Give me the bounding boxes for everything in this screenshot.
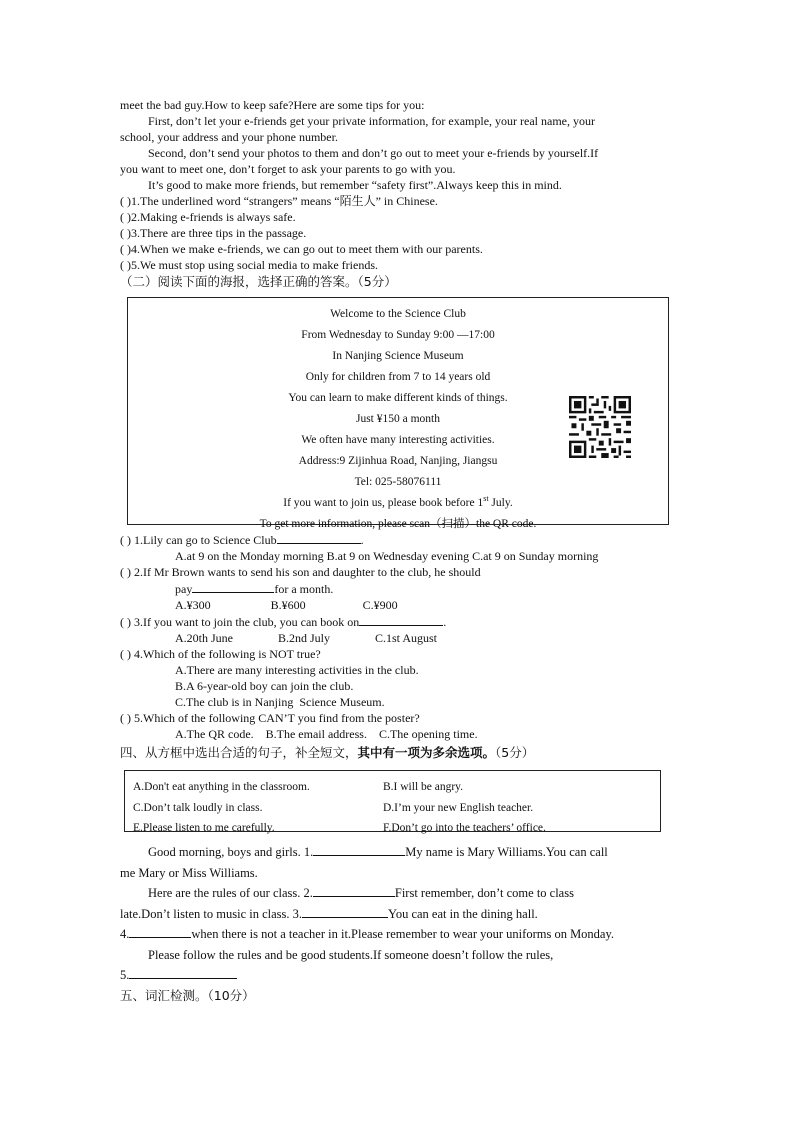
poster-booking-line	[128, 493, 668, 514]
cloze-text: late.Don’t listen to music in class. 3.	[120, 906, 303, 921]
section-5-heading: 五、词汇检测。（10分）	[120, 987, 255, 1003]
question-text: ( ) 3.If you want to join the club, you can book on	[120, 615, 360, 629]
cloze-blank-2	[313, 884, 395, 897]
cloze-text: when there is not a teacher in it.Please remember to wear your uniforms on Monday.	[191, 927, 615, 941]
booking-sup: st	[483, 494, 489, 504]
tf-question-2: ( )2.Making e-friends is always safe.	[120, 210, 296, 224]
poster-line: Only for children from 7 to 14 years old	[305, 371, 491, 383]
booking-text: If you want to join us, please book before 1	[283, 497, 484, 509]
question-4-option: A.There are many interesting activities in the club.	[175, 663, 419, 677]
option-e: E.Please listen to me carefully.	[133, 822, 275, 834]
question-end: .	[443, 615, 447, 629]
cloze-blank-3	[302, 905, 388, 918]
poster-question-3	[120, 613, 675, 630]
poster-line: In Nanjing Science Museum	[332, 350, 464, 362]
cloze-blank-4	[129, 925, 191, 938]
reading-passage	[120, 97, 675, 193]
cloze-line	[120, 883, 675, 904]
question-text: ( ) 1.Lily can go to Science Club	[120, 533, 277, 547]
question-end: .	[360, 533, 364, 547]
true-false-questions	[120, 193, 675, 273]
poster-line: Address:9 Zijinhua Road, Nanjing, Jiangsu	[298, 455, 498, 467]
cloze-text: Here are the rules of our class. 2.	[148, 886, 313, 900]
section-4-heading	[120, 745, 675, 761]
question-end: for a month.	[274, 582, 334, 596]
poster-line: From Wednesday to Sunday 9:00 —17:00	[301, 329, 495, 341]
poster-questions	[120, 531, 675, 742]
cloze-text: You can eat in the dining hall.	[388, 906, 538, 921]
tf-question-5: ( )5.We must stop using social media to make friends.	[120, 258, 378, 272]
cloze-text: My name is Mary Williams.You can call	[405, 845, 608, 859]
cloze-blank-5	[129, 966, 237, 979]
cloze-line: me Mary or Miss Williams.	[120, 865, 258, 880]
cloze-text: First remember, don’t come to class	[394, 886, 574, 900]
option-c: C.Don’t talk loudly in class.	[133, 801, 263, 814]
passage-line: It’s good to make more friends, but remember “safety first”.Always keep this in mind.	[148, 178, 562, 192]
section-2-heading: （二）阅读下面的海报，选择正确的答案。（5分）	[120, 274, 397, 289]
question-4-option: C.The club is in Nanjing Science Museum.	[175, 695, 385, 709]
question-3-options: A.20th June B.2nd July C.1st August	[175, 631, 438, 645]
heading-score: （5分）	[495, 745, 535, 760]
poster-line: To get more information, please scan（扫描）the QR code.	[259, 518, 537, 530]
heading-text: 四、从方框中选出合适的句子，补全短文，	[120, 745, 358, 760]
poster-line: We often have many interesting activities.	[301, 434, 495, 446]
qr-code-icon	[569, 396, 631, 458]
answer-blank	[359, 613, 443, 626]
poster-question-2: ( ) 2.If Mr Brown wants to send his son and daughter to the club, he should	[120, 565, 481, 579]
poster-line: Tel: 025-58076111	[354, 476, 442, 488]
question-text: pay	[175, 582, 193, 596]
passage-line: First, don’t let your e-friends get your private information, for example, your real name, your	[148, 114, 595, 128]
tf-question-1: ( )1.The underlined word “strangers” means “陌生人” in Chinese.	[120, 194, 438, 208]
cloze-line	[120, 842, 675, 863]
cloze-text: Good morning, boys and girls. 1.	[148, 845, 314, 859]
question-5-options: A.The QR code. B.The email address. C.The opening time.	[175, 727, 478, 741]
poster-question-4: ( ) 4.Which of the following is NOT true?	[120, 647, 321, 661]
cloze-line	[120, 904, 675, 925]
poster-line: Just ¥150 a month	[355, 413, 440, 425]
cloze-line	[120, 924, 675, 945]
option-b: B.I will be angry.	[383, 781, 464, 793]
passage-line: you want to meet one, don’t forget to ask your parents to go with you.	[120, 162, 456, 176]
option-f: F.Don’t go into the teachers’ office.	[383, 822, 546, 834]
poster-line: Welcome to the Science Club	[330, 308, 466, 320]
science-club-poster	[127, 297, 669, 530]
question-1-options: A.at 9 on the Monday morning B.at 9 on Wednesday evening C.at 9 on Sunday morning	[175, 549, 599, 563]
cloze-line	[120, 965, 675, 986]
exam-page	[120, 97, 675, 1004]
cloze-text: 4.	[120, 927, 130, 941]
passage-line: meet the bad guy.How to keep safe?Here are some tips for you:	[120, 98, 425, 112]
passage-line: school, your address and your phone number.	[120, 130, 338, 144]
passage-line: Second, don’t send your photos to them and don’t go out to meet your e-friends by yourself.If	[148, 146, 599, 160]
options-row	[133, 777, 652, 798]
cloze-passage	[120, 842, 675, 986]
heading-bold-text: 其中有一项为多余选项。	[357, 745, 496, 760]
options-row	[133, 798, 652, 819]
poster-question-5: ( ) 5.Which of the following CAN’T you find from the poster?	[120, 711, 420, 725]
question-4-option: B.A 6-year-old boy can join the club.	[175, 679, 354, 693]
options-box	[124, 770, 661, 832]
option-a: A.Don't eat anything in the classroom.	[133, 781, 310, 793]
cloze-text: 5.	[120, 968, 130, 982]
cloze-line: Please follow the rules and be good students.If someone doesn’t follow the rules,	[148, 947, 554, 962]
booking-text-end: July.	[488, 497, 513, 509]
answer-blank	[192, 580, 274, 593]
cloze-blank-1	[313, 843, 405, 856]
tf-question-4: ( )4.When we make e-friends, we can go out to meet them with our parents.	[120, 242, 483, 256]
option-d: D.I’m your new English teacher.	[383, 801, 534, 814]
poster-line: You can learn to make different kinds of things.	[288, 392, 508, 404]
question-2-options: A.¥300 B.¥600 C.¥900	[175, 598, 398, 612]
question-2-continuation	[120, 580, 675, 597]
tf-question-3: ( )3.There are three tips in the passage.	[120, 226, 307, 240]
options-row	[133, 818, 652, 839]
